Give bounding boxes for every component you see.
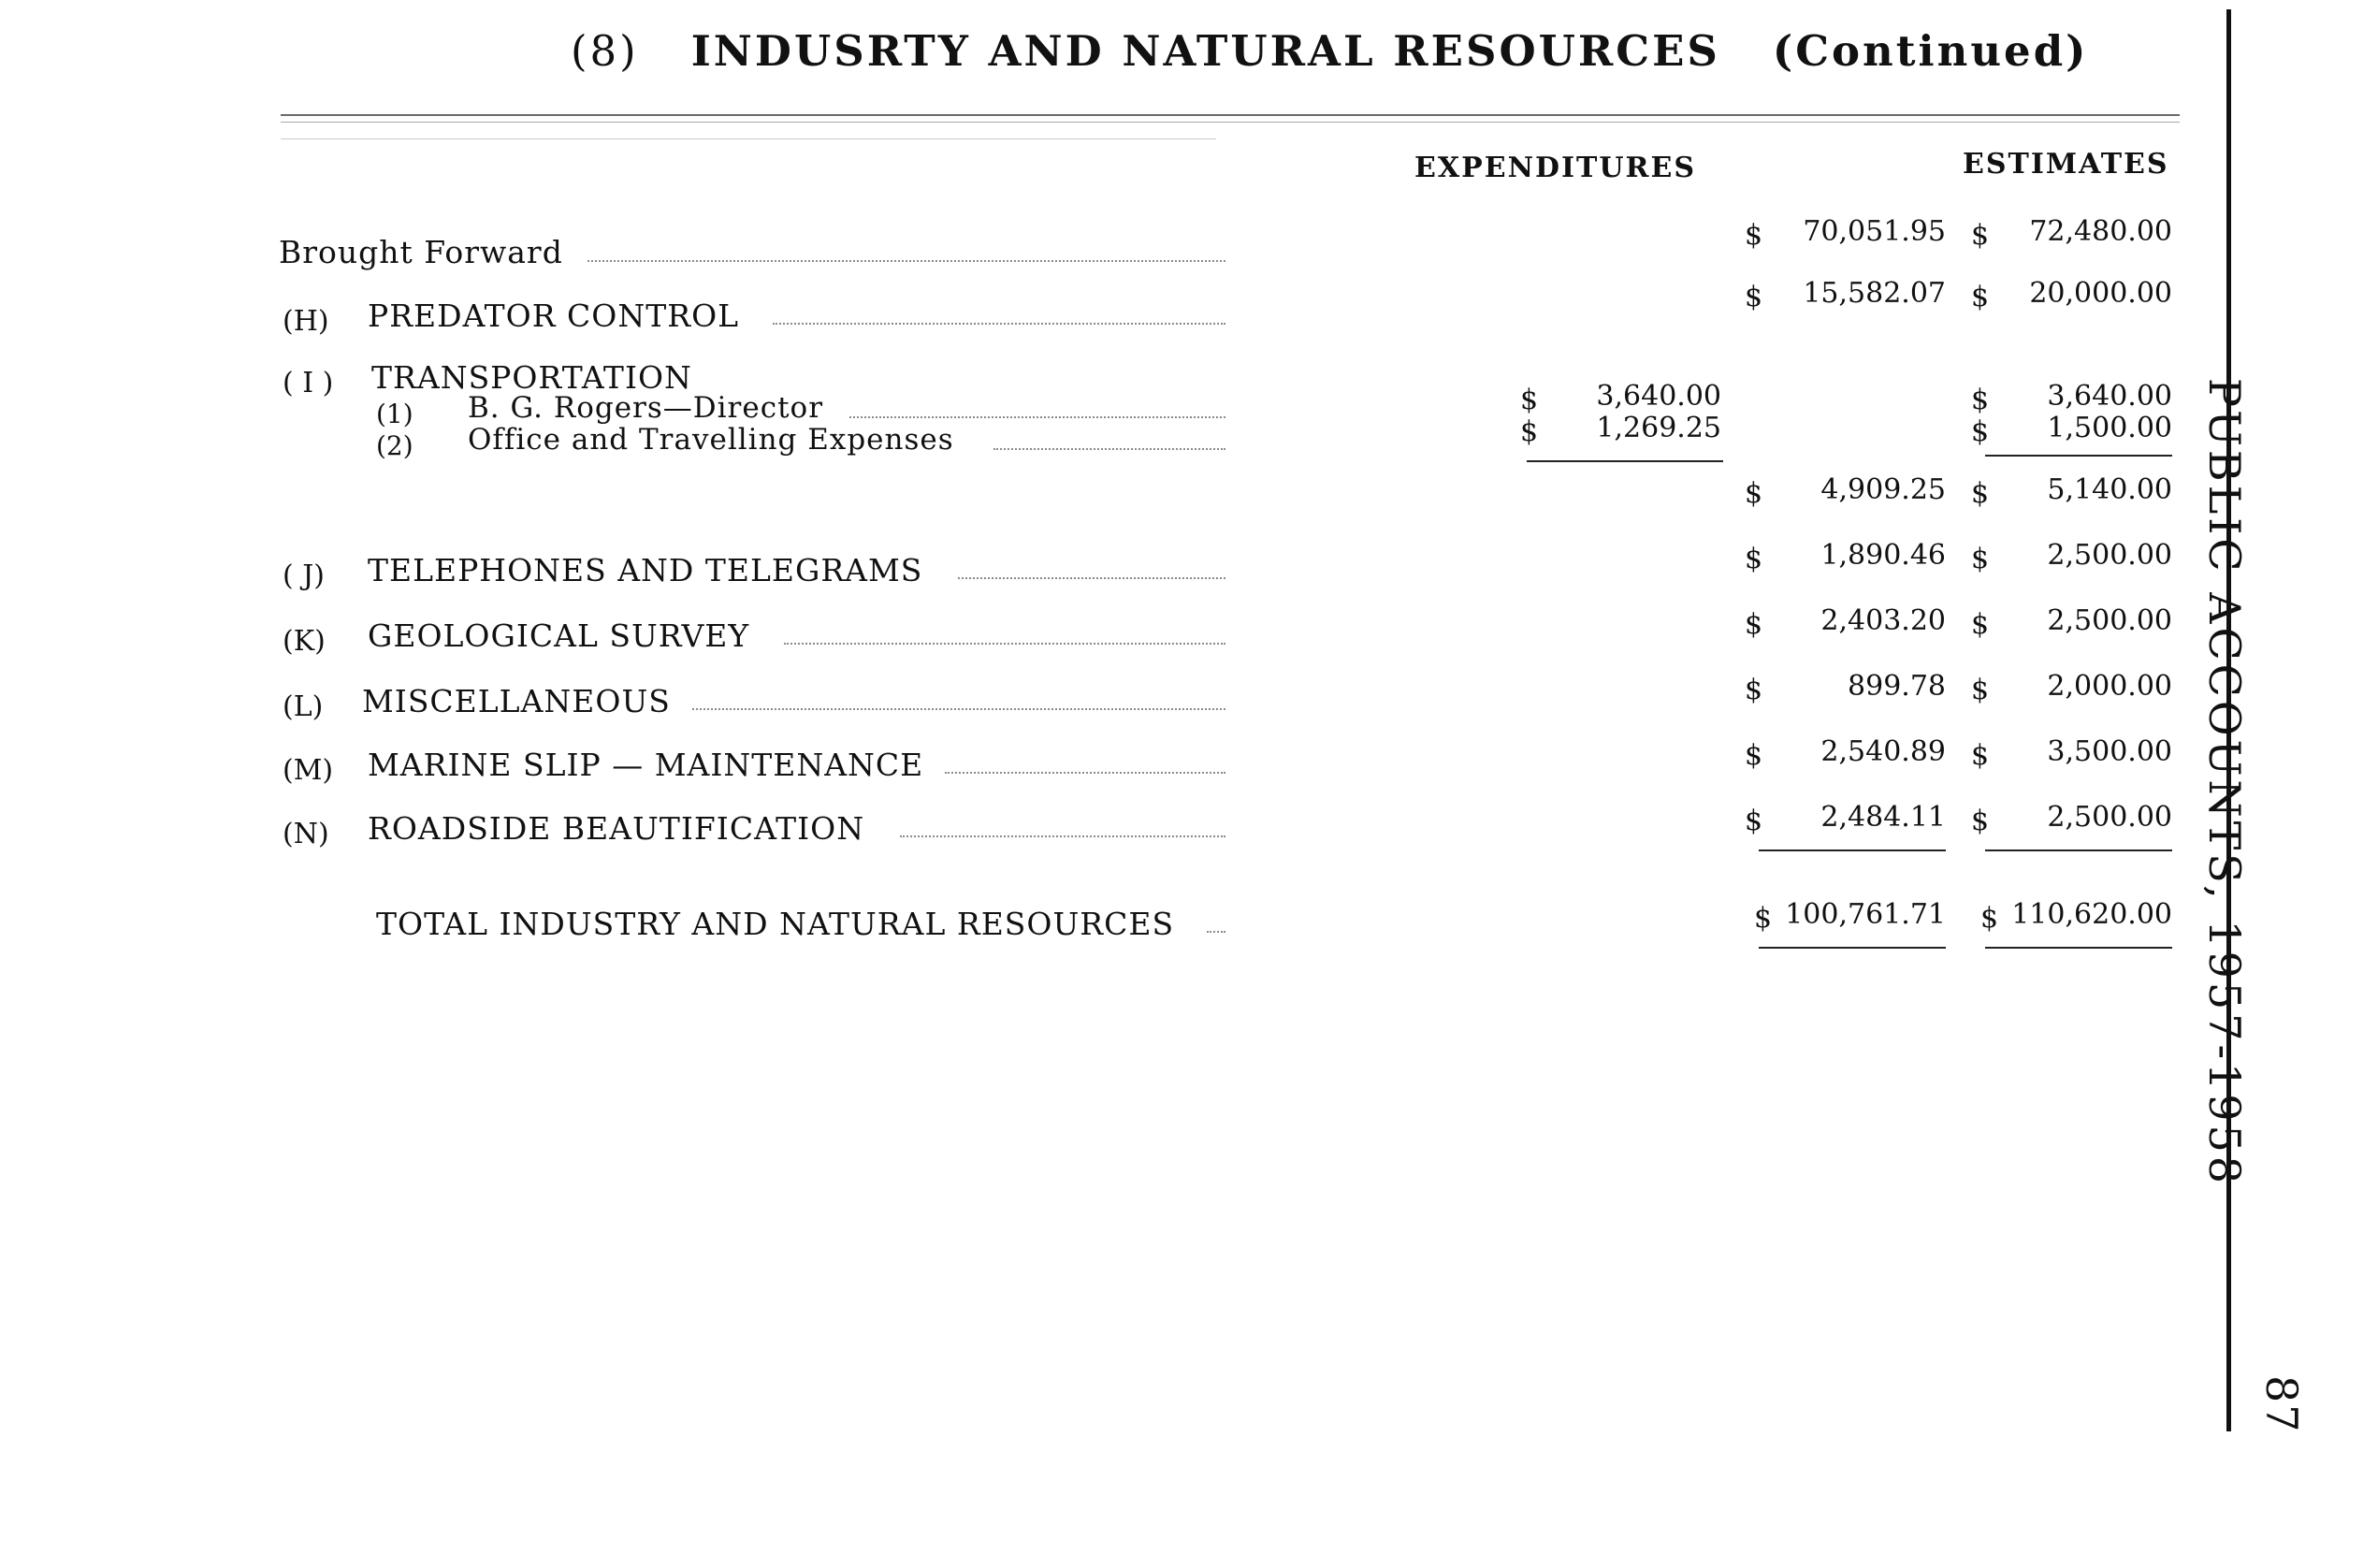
leader-dots <box>1207 931 1225 933</box>
estimate-transportation: 5,140.00 <box>2047 473 2172 506</box>
sub-label-rogers: B. G. Rogers—Director <box>468 391 824 425</box>
currency-symbol: $ <box>1971 384 1990 416</box>
expenditure-total: 100,761.71 <box>1785 898 1946 931</box>
leader-dots <box>587 260 1225 262</box>
expenditure-telephones: 1,890.46 <box>1820 539 1946 572</box>
row-code-k: (K) <box>283 625 326 658</box>
estimate-brought-forward: 72,480.00 <box>2029 215 2172 248</box>
currency-symbol: $ <box>1754 902 1773 935</box>
total-double-underline <box>1985 947 2172 949</box>
currency-symbol: $ <box>1971 415 1990 448</box>
leader-dots <box>773 323 1225 325</box>
expenditure-roadside-beautification: 2,484.11 <box>1820 801 1946 834</box>
page-title <box>571 26 2088 76</box>
section-title: INDUSRTY AND NATURAL RESOURCES <box>690 26 1720 76</box>
sub-code-2: (2) <box>376 430 413 461</box>
sub-code-1: (1) <box>376 399 413 429</box>
row-label-marine-slip: MARINE SLIP — MAINTENANCE <box>368 747 924 783</box>
leader-dots <box>958 577 1225 579</box>
currency-symbol: $ <box>1520 415 1539 448</box>
row-label-geological-survey: GEOLOGICAL SURVEY <box>368 617 750 654</box>
row-code-n: (N) <box>283 818 329 850</box>
currency-symbol: $ <box>1745 739 1763 772</box>
leader-dots <box>692 708 1225 710</box>
sub-label-office-travelling: Office and Travelling Expenses <box>468 423 954 457</box>
currency-symbol: $ <box>1971 674 1990 706</box>
estimate-miscellaneous: 2,000.00 <box>2047 670 2172 703</box>
estimate-total: 110,620.00 <box>2011 898 2172 931</box>
expenditure-marine-slip: 2,540.89 <box>1820 735 1946 768</box>
running-title-block <box>2192 378 2257 1426</box>
currency-symbol: $ <box>1520 384 1539 416</box>
total-underline <box>1985 849 2172 851</box>
currency-symbol: $ <box>1745 477 1763 510</box>
expenditure-geological-survey: 2,403.20 <box>1820 604 1946 637</box>
estimate-telephones: 2,500.00 <box>2047 539 2172 572</box>
leader-dots <box>784 643 1225 645</box>
currency-symbol: $ <box>1971 281 1990 313</box>
column-heading-estimates: ESTIMATES <box>1963 148 2169 181</box>
row-label-brought-forward: Brought Forward <box>279 234 563 270</box>
currency-symbol: $ <box>1745 805 1763 837</box>
sub-estimate-office-travelling: 1,500.00 <box>2047 412 2172 444</box>
running-title: PUBLIC ACCOUNTS, 1957-1958 <box>2199 378 2250 1188</box>
section-number: (8) <box>571 26 639 76</box>
row-label-transportation: TRANSPORTATION <box>371 359 692 396</box>
leader-dots <box>993 448 1225 450</box>
currency-symbol: $ <box>1980 902 1999 935</box>
currency-symbol: $ <box>1745 608 1763 641</box>
row-code-m: (M) <box>283 754 334 787</box>
currency-symbol: $ <box>1971 477 1990 510</box>
currency-symbol: $ <box>1971 543 1990 575</box>
currency-symbol: $ <box>1745 281 1763 313</box>
sub-expenditure-rogers: 3,640.00 <box>1596 380 1721 413</box>
row-label-telephones: TELEPHONES AND TELEGRAMS <box>368 552 923 588</box>
row-label-total: TOTAL INDUSTRY AND NATURAL RESOURCES <box>376 906 1175 942</box>
estimate-geological-survey: 2,500.00 <box>2047 604 2172 637</box>
column-heading-expenditures: EXPENDITURES <box>1414 152 1696 184</box>
row-code-l: (L) <box>283 690 324 723</box>
currency-symbol: $ <box>1971 805 1990 837</box>
expenditure-miscellaneous: 899.78 <box>1848 670 1946 703</box>
row-code-j: ( J) <box>283 559 325 592</box>
row-code-i: ( I ) <box>283 367 334 399</box>
sub-expenditure-office-travelling: 1,269.25 <box>1596 412 1721 444</box>
total-underline <box>1759 849 1946 851</box>
header-rule-faint <box>281 138 1216 139</box>
currency-symbol: $ <box>1745 219 1763 252</box>
subtotal-underline <box>1527 460 1723 462</box>
leader-dots <box>945 772 1225 774</box>
estimate-marine-slip: 3,500.00 <box>2047 735 2172 768</box>
header-rule-thin <box>281 122 2180 123</box>
subtotal-underline <box>1985 455 2172 457</box>
expenditure-predator-control: 15,582.07 <box>1803 277 1946 310</box>
estimate-roadside-beautification: 2,500.00 <box>2047 801 2172 834</box>
sub-estimate-rogers: 3,640.00 <box>2047 380 2172 413</box>
expenditure-brought-forward: 70,051.95 <box>1803 215 1946 248</box>
currency-symbol: $ <box>1971 219 1990 252</box>
row-label-miscellaneous: MISCELLANEOUS <box>362 683 671 719</box>
row-code-h: (H) <box>283 305 329 338</box>
leader-dots <box>849 416 1225 418</box>
estimate-predator-control: 20,000.00 <box>2029 277 2172 310</box>
currency-symbol: $ <box>1745 543 1763 575</box>
row-label-predator-control: PREDATOR CONTROL <box>368 298 740 334</box>
currency-symbol: $ <box>1971 608 1990 641</box>
leader-dots <box>900 835 1225 837</box>
page-number: 87 <box>2256 1375 2307 1434</box>
currency-symbol: $ <box>1745 674 1763 706</box>
continued-label: (Continued) <box>1772 26 2089 76</box>
total-double-underline <box>1759 947 1946 949</box>
row-label-roadside-beautification: ROADSIDE BEAUTIFICATION <box>368 810 865 847</box>
expenditure-transportation: 4,909.25 <box>1820 473 1946 506</box>
currency-symbol: $ <box>1971 739 1990 772</box>
header-rule <box>281 114 2180 116</box>
